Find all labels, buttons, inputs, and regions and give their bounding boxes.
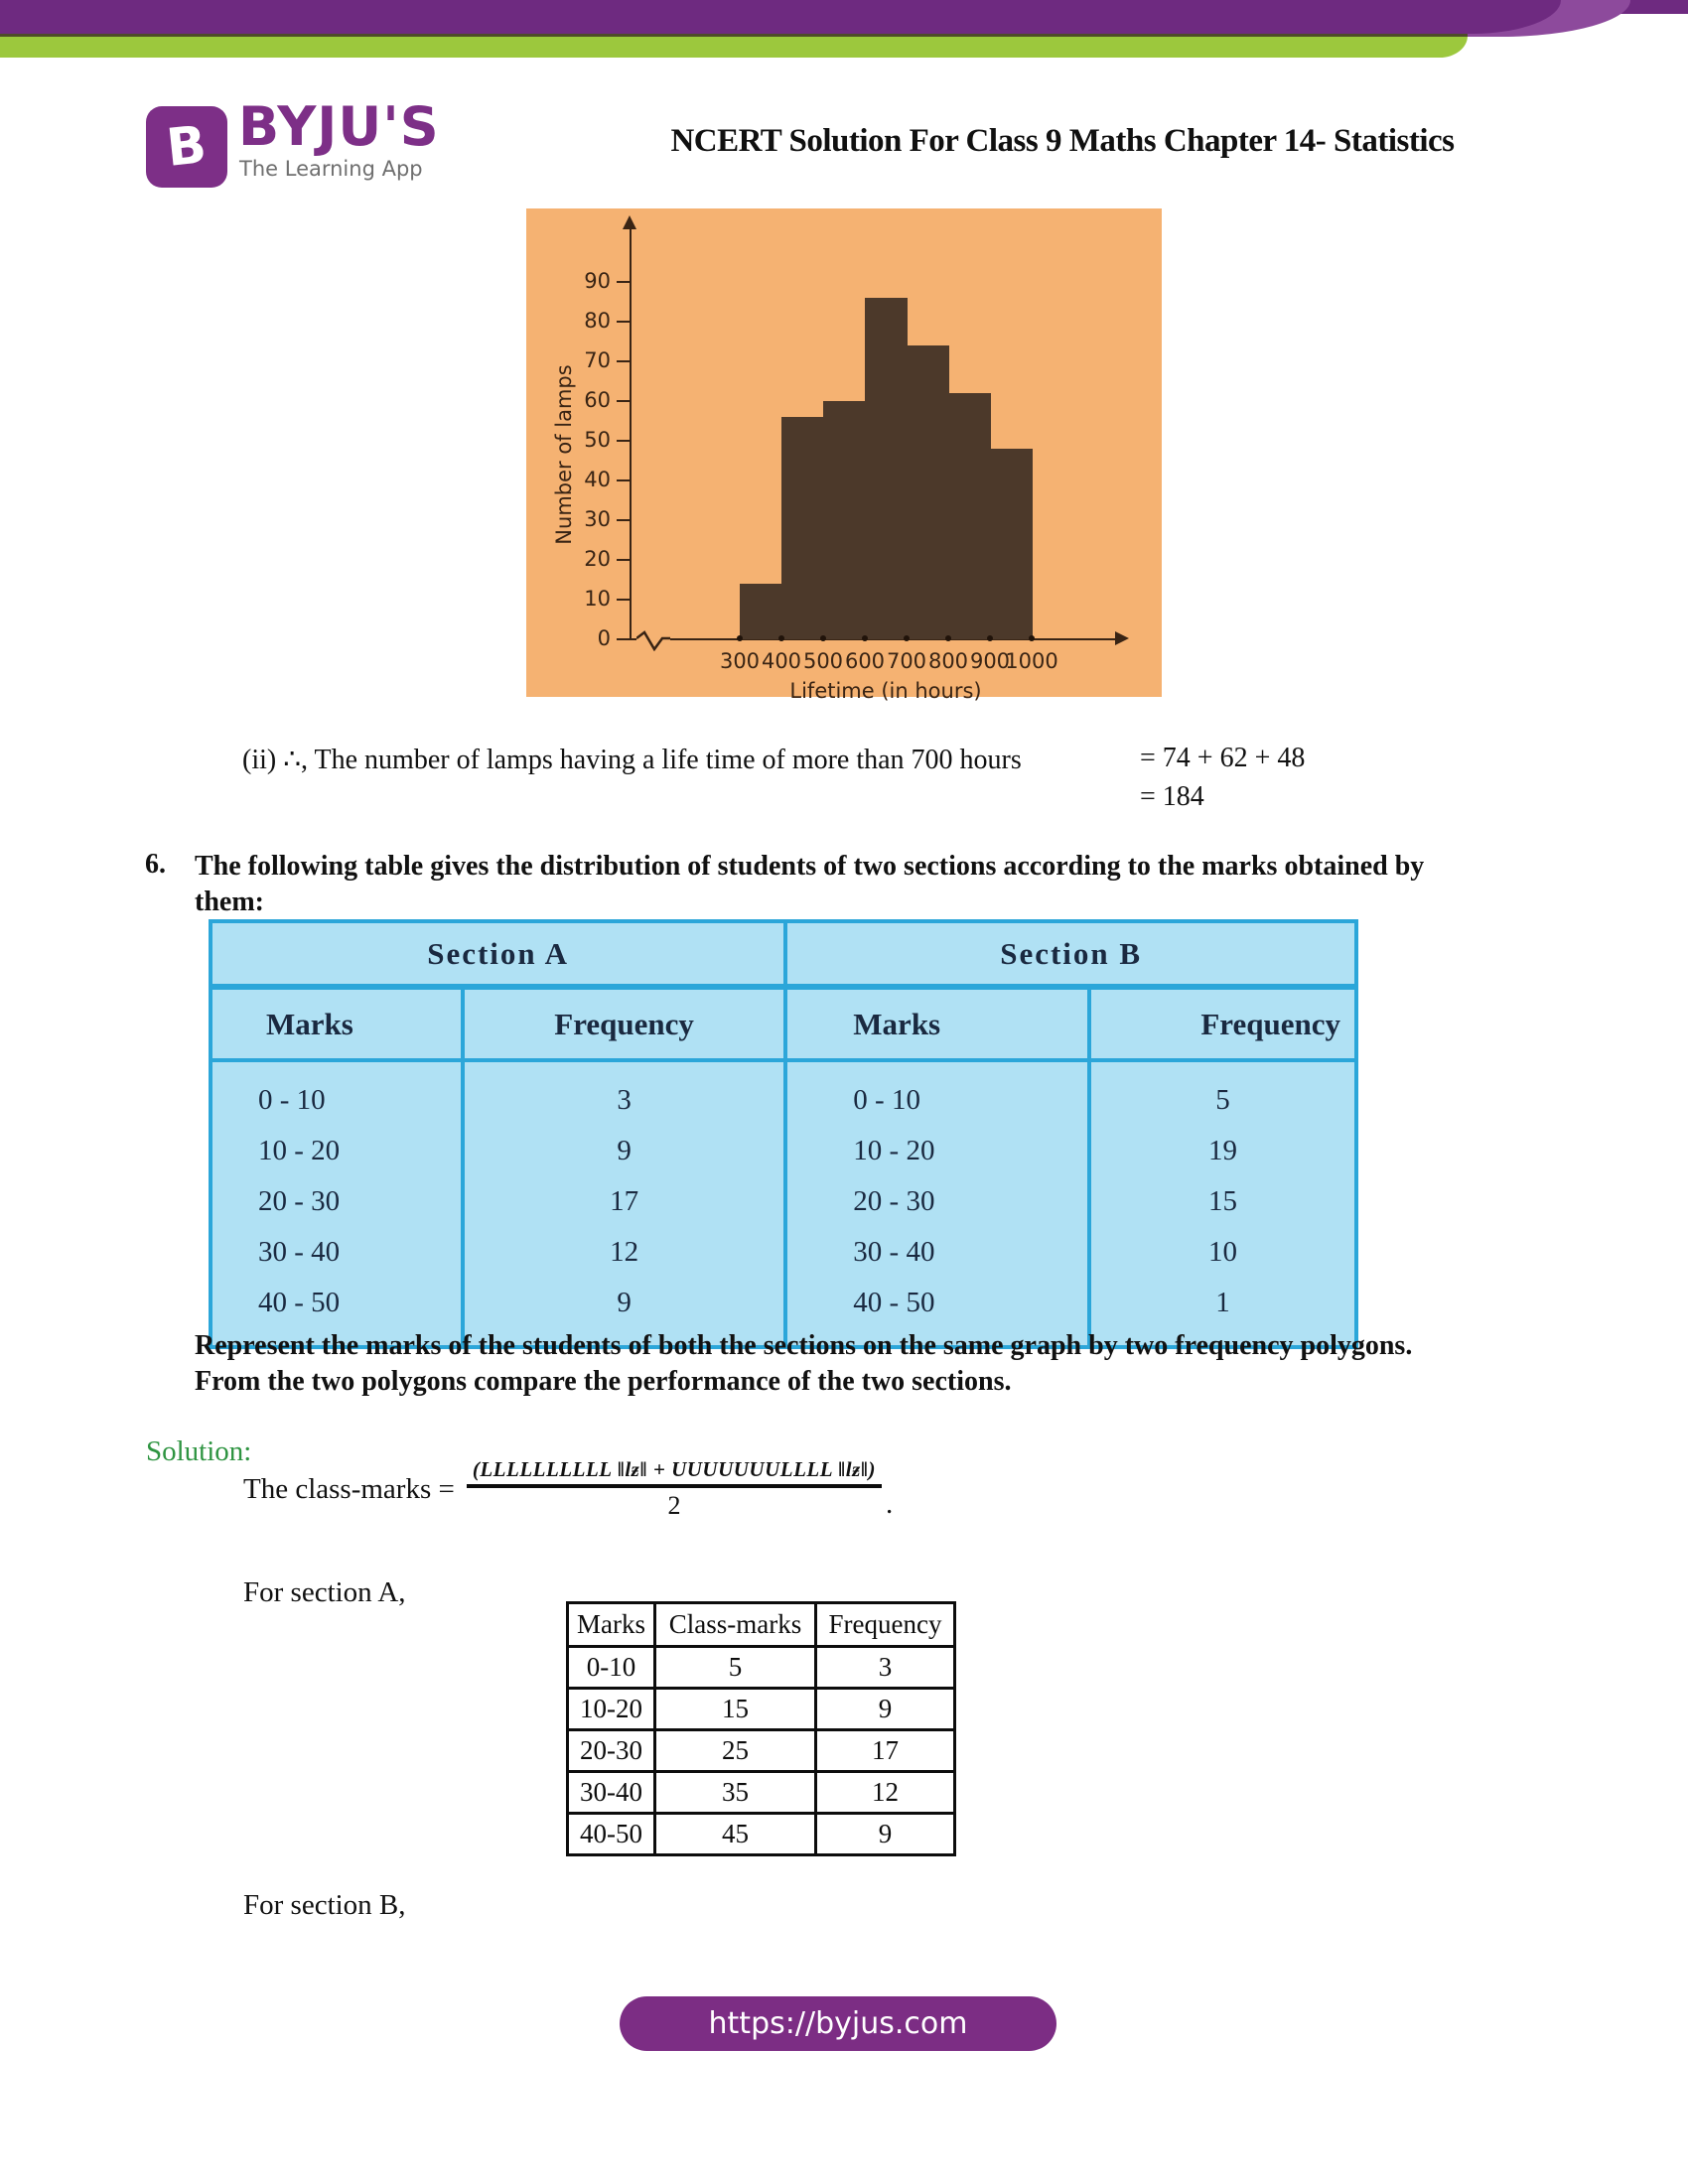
cm-cell: 5 bbox=[655, 1647, 816, 1689]
y-tick-label: 30 bbox=[584, 507, 611, 531]
sections-table bbox=[209, 919, 1358, 1349]
x-tick-dot bbox=[904, 635, 910, 641]
y-axis-arrow bbox=[623, 215, 636, 229]
cell-freq-b: 5 bbox=[1089, 1060, 1356, 1126]
cell-marks-a: 10 - 20 bbox=[211, 1126, 463, 1176]
cell-marks-b: 30 - 40 bbox=[785, 1227, 1089, 1278]
col-header-freq-b: Frequency bbox=[1089, 987, 1356, 1060]
part-ii-text: (ii) ∴, The number of lamps having a life time of more than 700 hours bbox=[242, 745, 1022, 775]
col-header-freq-a: Frequency bbox=[463, 987, 785, 1060]
equation-sum: = 74 + 62 + 48 bbox=[1140, 743, 1306, 773]
y-tick bbox=[617, 321, 631, 323]
table-row-headers bbox=[568, 1603, 955, 1647]
x-axis-title: Lifetime (in hours) bbox=[789, 679, 982, 703]
formula-fraction bbox=[467, 1457, 882, 1521]
col-header-marks-a: Marks bbox=[211, 987, 463, 1060]
axis-break-icon bbox=[636, 629, 670, 651]
table-row bbox=[211, 1176, 1356, 1227]
equation-result: = 184 bbox=[1140, 781, 1204, 812]
y-tick bbox=[617, 400, 631, 402]
cell-marks-b: 20 - 30 bbox=[785, 1176, 1089, 1227]
cm-header-class: Class-marks bbox=[655, 1603, 816, 1647]
cm-cell: 10-20 bbox=[568, 1689, 655, 1730]
y-tick-label: 60 bbox=[584, 388, 611, 412]
x-tick-label: 700 bbox=[886, 649, 927, 673]
footer-url-pill[interactable] bbox=[620, 1996, 1056, 2051]
histogram-bar bbox=[907, 345, 949, 639]
y-tick bbox=[617, 440, 631, 442]
x-tick-dot bbox=[778, 635, 784, 641]
question-number: 6. bbox=[145, 849, 166, 880]
y-tick bbox=[617, 360, 631, 362]
table-row bbox=[568, 1814, 955, 1855]
banner-dark-purple bbox=[0, 0, 1561, 34]
table-row bbox=[211, 1227, 1356, 1278]
table-row bbox=[568, 1689, 955, 1730]
y-axis-line bbox=[630, 228, 632, 639]
cm-header-freq: Frequency bbox=[816, 1603, 955, 1647]
cell-freq-a: 12 bbox=[463, 1227, 785, 1278]
x-tick-label: 800 bbox=[927, 649, 969, 673]
cell-marks-b: 0 - 10 bbox=[785, 1060, 1089, 1126]
histogram-bar bbox=[948, 393, 991, 639]
y-tick-label: 40 bbox=[584, 468, 611, 491]
y-tick bbox=[617, 519, 631, 521]
col-header-marks-b: Marks bbox=[785, 987, 1089, 1060]
x-axis-arrow bbox=[1115, 631, 1129, 645]
x-tick-dot bbox=[862, 635, 868, 641]
table-row-section-headers bbox=[211, 921, 1356, 987]
formula-period: . bbox=[886, 1488, 894, 1520]
banner-green bbox=[0, 34, 1468, 58]
y-tick-label: 80 bbox=[584, 309, 611, 333]
byjus-brand-text: BYJU'S bbox=[238, 95, 440, 158]
cell-marks-b: 10 - 20 bbox=[785, 1126, 1089, 1176]
y-tick-label: 0 bbox=[597, 626, 611, 650]
cell-freq-b: 15 bbox=[1089, 1176, 1356, 1227]
histogram-bar bbox=[823, 401, 866, 639]
solution-label: Solution: bbox=[146, 1435, 252, 1467]
cm-cell: 9 bbox=[816, 1689, 955, 1730]
cm-cell: 17 bbox=[816, 1730, 955, 1772]
x-tick-label: 500 bbox=[802, 649, 844, 673]
formula-denominator: 2 bbox=[667, 1491, 681, 1520]
x-tick-dot bbox=[820, 635, 826, 641]
x-tick-label: 600 bbox=[844, 649, 886, 673]
section-b-header: Section B bbox=[785, 921, 1356, 987]
cell-marks-b: 40 - 50 bbox=[785, 1278, 1089, 1347]
formula-lhs: The class-marks = bbox=[243, 1472, 455, 1505]
x-tick-label: 400 bbox=[761, 649, 802, 673]
cm-cell: 45 bbox=[655, 1814, 816, 1855]
cm-cell: 20-30 bbox=[568, 1730, 655, 1772]
for-section-b-label: For section B, bbox=[243, 1889, 406, 1921]
byjus-logo-letter: B bbox=[164, 115, 210, 179]
lamps-histogram bbox=[526, 208, 1162, 703]
y-tick-label: 70 bbox=[584, 348, 611, 372]
x-tick-label: 300 bbox=[719, 649, 761, 673]
x-tick-dot bbox=[1029, 635, 1035, 641]
class-marks-table bbox=[566, 1601, 956, 1856]
question-text: The following table gives the distribution of students of two sections according to the marks obtained by them: bbox=[195, 851, 1425, 917]
cell-freq-a: 17 bbox=[463, 1176, 785, 1227]
histogram-bar bbox=[740, 584, 782, 639]
y-tick bbox=[617, 599, 631, 601]
cell-marks-a: 20 - 30 bbox=[211, 1176, 463, 1227]
cm-cell: 30-40 bbox=[568, 1772, 655, 1814]
question-followup: Represent the marks of the students of both the sections on the same graph by two frequency polygons. From the two polygons compare the performance of the two sections. bbox=[195, 1330, 1413, 1397]
cm-cell: 3 bbox=[816, 1647, 955, 1689]
byjus-logo-icon bbox=[146, 106, 227, 188]
cm-cell: 15 bbox=[655, 1689, 816, 1730]
byjus-tagline: The Learning App bbox=[239, 157, 423, 181]
part-ii-line bbox=[242, 743, 1493, 820]
y-tick-label: 10 bbox=[584, 587, 611, 611]
cell-freq-b: 19 bbox=[1089, 1126, 1356, 1176]
y-tick bbox=[617, 559, 631, 561]
part-ii-equations bbox=[1140, 743, 1305, 820]
table-row bbox=[568, 1772, 955, 1814]
footer-url-text: https://byjus.com bbox=[708, 2006, 968, 2041]
table-row bbox=[568, 1730, 955, 1772]
y-tick bbox=[617, 281, 631, 283]
class-marks-formula bbox=[243, 1457, 893, 1521]
table-row bbox=[211, 1060, 1356, 1126]
y-axis-title: Number of lamps bbox=[552, 364, 576, 545]
x-tick-dot bbox=[945, 635, 951, 641]
x-tick-dot bbox=[987, 635, 993, 641]
cell-marks-a: 0 - 10 bbox=[211, 1060, 463, 1126]
table-row bbox=[568, 1647, 955, 1689]
for-section-a-label: For section A, bbox=[243, 1576, 406, 1608]
table-row-column-headers bbox=[211, 987, 1356, 1060]
cm-cell: 40-50 bbox=[568, 1814, 655, 1855]
histogram-bar bbox=[990, 449, 1033, 639]
cell-freq-a: 3 bbox=[463, 1060, 785, 1126]
cell-marks-a: 30 - 40 bbox=[211, 1227, 463, 1278]
table-row bbox=[211, 1126, 1356, 1176]
formula-numerator: (LLLLLLLLLL ǁlƶǁ + UUUUUUULLLL ǁlƶǁ) bbox=[472, 1457, 877, 1481]
cell-freq-b: 10 bbox=[1089, 1227, 1356, 1278]
y-tick bbox=[617, 638, 631, 640]
cell-marks-a: 40 - 50 bbox=[211, 1278, 463, 1347]
cm-cell: 12 bbox=[816, 1772, 955, 1814]
histogram-bar bbox=[865, 298, 908, 639]
cell-freq-a: 9 bbox=[463, 1126, 785, 1176]
page-title: NCERT Solution For Class 9 Maths Chapter 14- Statistics bbox=[670, 123, 1455, 159]
cm-header-marks: Marks bbox=[568, 1603, 655, 1647]
y-tick-label: 50 bbox=[584, 428, 611, 452]
cm-cell: 35 bbox=[655, 1772, 816, 1814]
x-tick-label: 900 bbox=[969, 649, 1011, 673]
histogram-bar bbox=[781, 417, 824, 639]
cell-freq-b: 1 bbox=[1089, 1278, 1356, 1347]
cell-freq-a: 9 bbox=[463, 1278, 785, 1347]
x-tick-label: 1000 bbox=[1005, 649, 1058, 673]
cm-cell: 9 bbox=[816, 1814, 955, 1855]
y-tick bbox=[617, 479, 631, 481]
section-a-header: Section A bbox=[211, 921, 785, 987]
cm-cell: 0-10 bbox=[568, 1647, 655, 1689]
y-tick-label: 90 bbox=[584, 269, 611, 293]
x-tick-dot bbox=[737, 635, 743, 641]
cm-cell: 25 bbox=[655, 1730, 816, 1772]
y-tick-label: 20 bbox=[584, 547, 611, 571]
